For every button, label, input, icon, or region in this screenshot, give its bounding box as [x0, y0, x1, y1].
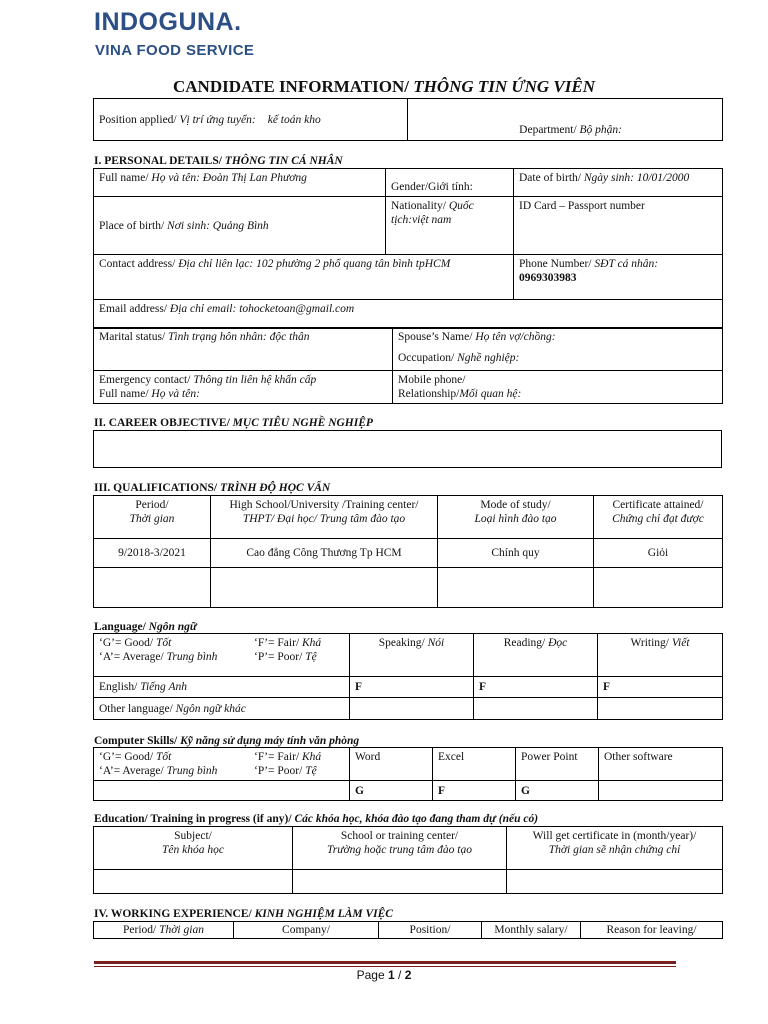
section-career-heading: II. CAREER OBJECTIVE/ MỤC TIÊU NGHỀ NGHIỆP — [94, 417, 373, 429]
nationality-field[interactable]: Nationality/ Quốc tịch:việt nam — [386, 197, 514, 255]
id-card-field[interactable]: ID Card – Passport number — [514, 197, 723, 255]
qual-header-school: High School/University /Training center/ THPT/ Đại học/ Trung tâm đào tạo — [211, 496, 438, 539]
excel-skill-cell[interactable]: F — [433, 781, 516, 801]
language-heading: Language/ Ngôn ngữ — [94, 621, 197, 633]
footer-rule — [94, 961, 676, 964]
section-qualifications-heading: III. QUALIFICATIONS/ TRÌNH ĐỘ HỌC VẤN — [94, 482, 331, 494]
experience-header-period: Period/ Thời gian — [94, 922, 234, 939]
experience-header-position: Position/ — [379, 922, 482, 939]
table-row — [94, 870, 723, 894]
page-title — [0, 77, 768, 97]
table-row — [94, 568, 723, 608]
contact-address-field[interactable]: Contact address/ Địa chỉ liên lạc: 102 phường 2 phổ quang tân bình tpHCM — [94, 255, 514, 300]
experience-table — [93, 921, 723, 939]
personal-details-table — [93, 168, 723, 329]
qual-period-cell[interactable]: 9/2018-3/2021 — [94, 539, 211, 568]
qual-header-period: Period/ Thời gian — [94, 496, 211, 539]
table-row — [94, 677, 723, 698]
emergency-contact-field[interactable]: Emergency contact/ Thông tin liên hệ khẩn cấp Full name/ Họ và tên: — [94, 371, 393, 404]
computer-skills-heading: Computer Skills/ Kỹ năng sử dụng máy tính văn phòng — [94, 735, 360, 747]
language-header-reading: Reading/ Đọc — [474, 634, 598, 677]
section-experience-heading: IV. WORKING EXPERIENCE/ KINH NGHIỆM LÀM VIỆC — [94, 908, 393, 920]
computer-legend-continued — [94, 781, 350, 801]
company-logo-name: INDOGUNA. — [94, 8, 242, 36]
marital-emergency-table — [93, 327, 723, 404]
qual-certificate-cell[interactable]: Giỏi — [594, 539, 723, 568]
qual-header-certificate: Certificate attained/ Chứng chỉ đạt được — [594, 496, 723, 539]
english-reading-cell[interactable]: F — [474, 677, 598, 698]
qualifications-table — [93, 495, 723, 608]
qual-mode-cell[interactable]: Chính quy — [438, 539, 594, 568]
date-of-birth-field[interactable]: Date of birth/ Ngày sinh: 10/01/2000 — [514, 169, 723, 197]
position-applied-value: kế toán kho — [267, 113, 321, 126]
computer-legend: ‘G’= Good/ Tốt ‘F’= Fair/ Khá ‘A’= Average/ Trung bình ‘P’= Poor/ Tệ — [94, 748, 350, 781]
phone-number-value: 0969303983 — [519, 272, 577, 284]
language-header-speaking: Speaking/ Nói — [350, 634, 474, 677]
qual-header-mode: Mode of study/ Loại hình đào tạo — [438, 496, 594, 539]
table-row — [94, 781, 723, 801]
education-header-certificate: Will get certificate in (month/year)/ Thời gian sẽ nhận chứng chỉ — [507, 827, 723, 870]
qual-empty-cell[interactable] — [211, 568, 438, 608]
computer-header-other: Other software — [599, 748, 723, 781]
table-row — [94, 539, 723, 568]
other-software-cell[interactable] — [599, 781, 723, 801]
language-table — [93, 633, 723, 720]
qual-empty-cell[interactable] — [94, 568, 211, 608]
company-logo-tagline: VINA FOOD SERVICE — [95, 42, 255, 59]
career-objective-table — [93, 430, 722, 468]
language-english-label: English/ Tiếng Anh — [94, 677, 350, 698]
computer-skills-table — [93, 747, 723, 801]
qual-school-cell[interactable]: Cao đẳng Công Thương Tp HCM — [211, 539, 438, 568]
english-speaking-cell[interactable]: F — [350, 677, 474, 698]
computer-header-excel: Excel — [433, 748, 516, 781]
computer-header-powerpoint: Power Point — [516, 748, 599, 781]
education-certificate-cell[interactable] — [507, 870, 723, 894]
language-legend: ‘G’= Good/ Tốt ‘F’= Fair/ Khá ‘A’= Average/ Trung bình ‘P’= Poor/ Tệ — [94, 634, 350, 677]
department-field[interactable]: Department/ Bộ phận: — [408, 99, 723, 141]
education-header-subject: Subject/ Tên khóa học — [94, 827, 293, 870]
experience-header-salary: Monthly salary/ — [482, 922, 581, 939]
education-subject-cell[interactable] — [94, 870, 293, 894]
qual-empty-cell[interactable] — [438, 568, 594, 608]
powerpoint-skill-cell[interactable]: G — [516, 781, 599, 801]
computer-header-word: Word — [350, 748, 433, 781]
word-skill-cell[interactable]: G — [350, 781, 433, 801]
section-personal-heading: I. PERSONAL DETAILS/ THÔNG TIN CÁ NHÂN — [94, 155, 343, 167]
email-field[interactable]: Email address/ Địa chỉ email: tohocketoan@gmail.com — [94, 300, 723, 329]
position-applied-field[interactable]: Position applied/ Vị trí ứng tuyển: kế toán kho — [94, 99, 408, 141]
page-number: Page 1 / 2 — [356, 968, 412, 982]
table-row — [94, 698, 723, 720]
title-vi: THÔNG TIN ỨNG VIÊN — [413, 77, 595, 96]
other-speaking-cell[interactable] — [350, 698, 474, 720]
position-table — [93, 98, 723, 141]
mobile-relationship-field[interactable]: Mobile phone/ Relationship/Mối quan hệ: — [393, 371, 723, 404]
qual-empty-cell[interactable] — [594, 568, 723, 608]
career-objective-field[interactable] — [94, 431, 722, 468]
education-school-cell[interactable] — [293, 870, 507, 894]
education-header-school: School or training center/ Trường hoặc trung tâm đào tạo — [293, 827, 507, 870]
other-writing-cell[interactable] — [598, 698, 723, 720]
phone-number-field[interactable]: Phone Number/ SĐT cá nhân: 0969303983 — [514, 255, 723, 300]
experience-header-company: Company/ — [234, 922, 379, 939]
language-other-label: Other language/ Ngôn ngữ khác — [94, 698, 350, 720]
full-name-field[interactable]: Full name/ Họ và tên: Đoàn Thị Lan Phương — [94, 169, 386, 197]
education-heading: Education/ Training in progress (if any)/ Các khóa học, khóa đào tạo đang tham dự (nếu có) — [94, 813, 539, 825]
place-of-birth-field[interactable]: Place of birth/ Nơi sinh: Quảng Bình — [94, 197, 386, 255]
english-writing-cell[interactable]: F — [598, 677, 723, 698]
gender-field[interactable]: Gender/Giới tính: — [386, 169, 514, 197]
title-en: CANDIDATE INFORMATION/ — [173, 77, 414, 96]
experience-header-reason: Reason for leaving/ — [581, 922, 723, 939]
other-reading-cell[interactable] — [474, 698, 598, 720]
education-table — [93, 826, 723, 894]
spouse-occupation-field[interactable]: Spouse’s Name/ Họ tên vợ/chồng: Occupation/ Nghề nghiệp: — [393, 328, 723, 371]
language-header-writing: Writing/ Viết — [598, 634, 723, 677]
marital-status-field[interactable]: Marital status/ Tình trạng hôn nhân: độc thân — [94, 328, 393, 371]
